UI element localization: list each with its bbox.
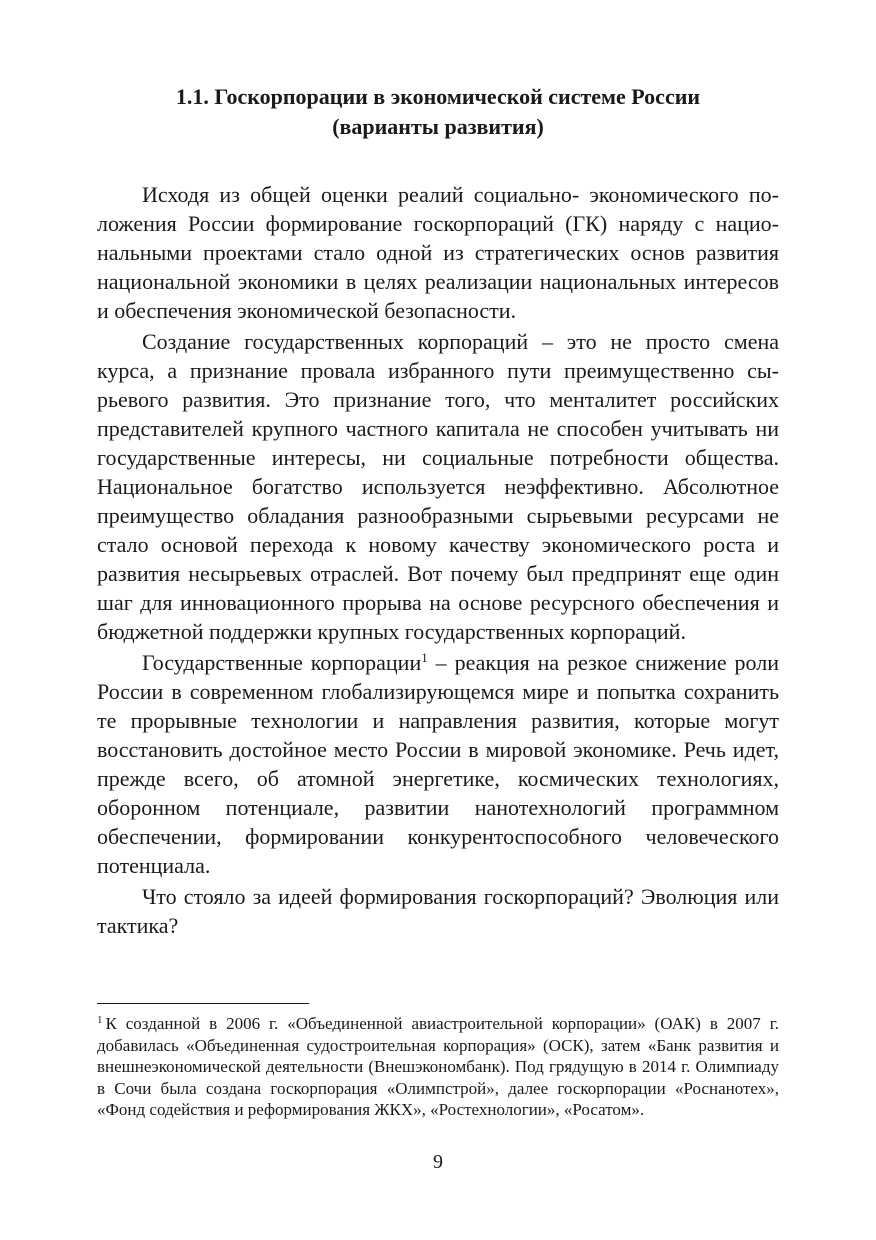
- footnote-reference[interactable]: 1: [421, 650, 428, 665]
- paragraph-3: [97, 648, 779, 880]
- section-heading-line-2: (варианты развития): [332, 114, 544, 139]
- footnote: [97, 1013, 779, 1121]
- footnote-divider: [97, 1003, 309, 1004]
- paragraph-1: Исходя из общей оценки реалий социально- экономического положения России формирование госкорпораций (ГК) наряду с национальными проектами стало одной из стратегических основ развития национальной экономики в целях реализации национальных интересов и обеспечения экономической безопасности.: [97, 182, 779, 323]
- paragraph-2: Создание государственных корпораций – это не просто смена курса, а признание провала избранного пути преимущественно сырьевого развития. Это признание того, что менталитет российских представителей крупного частного капитала не способен учитывать ни государственные интересы, ни социальные потребности общества. Национальное богатство используется неэффективно. Абсолютное преимущество обладания разнообразными сырьевыми ресурсами не стало основой перехода к новому качеству экономического роста и развития несырьевых отраслей. Вот почему был предпринят еще один шаг для инновационного прорыва на основе ресурсного обеспечения и бюджетной поддержки крупных государственных корпораций.: [97, 329, 779, 644]
- paragraph-4: Что стояло за идеей формирования госкорпораций? Эволюция или тактика?: [97, 884, 779, 938]
- section-heading-line-1: 1.1. Госкорпорации в экономической системе России: [175, 84, 701, 109]
- page-number: 9: [433, 1151, 443, 1173]
- page-body: [97, 82, 779, 942]
- section-heading: [97, 82, 779, 142]
- footnote-marker: 1: [97, 1014, 103, 1026]
- paragraph-3-start: Государственные корпорации: [142, 650, 422, 675]
- footnote-text: К созданной в 2006 г. «Объединенной авиастроительной корпорации» (ОАК) в 2007 г. добавилась «Объединенная судостроительная корпорация» (ОСК), затем «Банк развития и внешнеэкономической деятельности (Внешэкономбанк). Под грядущую в 2014 г. Олимпиаду в Сочи была создана госкорпорация «Олимпстрой», далее госкорпорации «Роснанотех», «Фонд содействия и реформирования ЖКХ», «Ростехнологии», «Росатом».: [97, 1014, 779, 1120]
- paragraph-3-rest: – реакция на резкое снижение роли России в современном глобализирующемся мире и попытка сохранить те прорывные технологии и направления развития, которые могут восстановить достойное место России в мировой экономике. Речь идет, прежде всего, об атомной энергетике, космических технологиях, оборонном потенциале, развитии нанотехнологий программном обеспечении, формировании конкурентоспособного человеческого потенциала.: [97, 650, 780, 878]
